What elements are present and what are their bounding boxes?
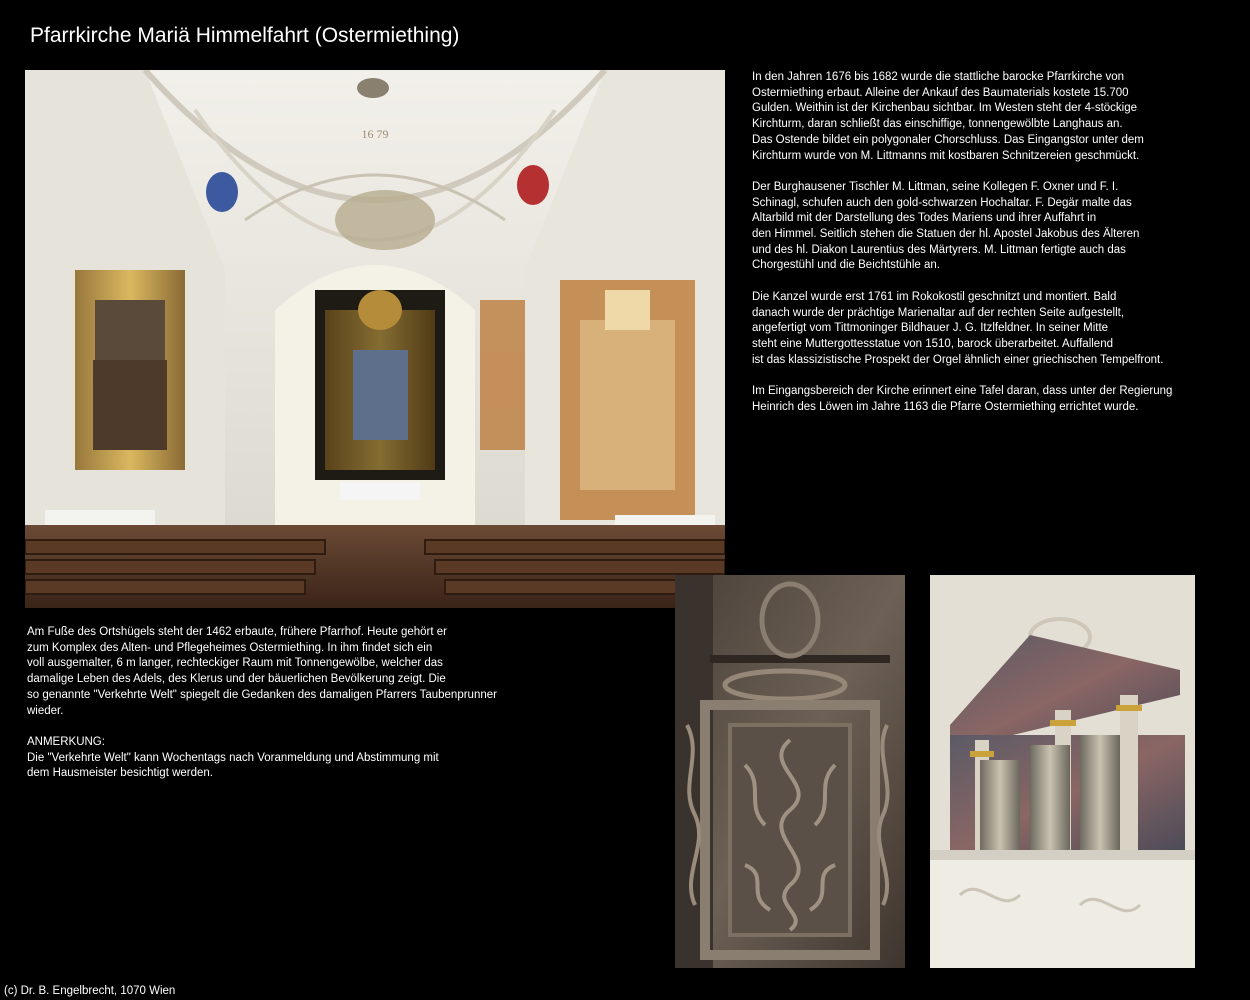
parsonage-text bbox=[27, 625, 547, 798]
text-line: Im Eingangsbereich der Kirche erinnert eine Tafel daran, dass unter der Regierung bbox=[752, 385, 1173, 398]
text-line: und des hl. Diakon Laurentius des Märtyrers. M. Littman fertigte auch das bbox=[752, 243, 1126, 256]
text-line: Die "Verkehrte Welt" kann Wochentags nach Voranmeldung und Abstimmung mit bbox=[27, 751, 439, 764]
text-line: zum Komplex des Alten- und Pflegeheimes Ostermiething. In ihm findet sich ein bbox=[27, 641, 433, 654]
page-title: Pfarrkirche Mariä Himmelfahrt (Ostermiething) bbox=[30, 24, 460, 47]
text-line: Kirchturm, daran schließt das einschiffige, tonnengewölbte Langhaus an. bbox=[752, 118, 1123, 131]
text-line: Altarbild mit der Darstellung des Todes Mariens und ihrer Auffahrt in bbox=[752, 212, 1097, 225]
church-history-text bbox=[752, 70, 1222, 431]
text-line: dem Hausmeister besichtigt werden. bbox=[27, 767, 213, 780]
text-line: Gulden. Weithin ist der Kirchenbau sichtbar. Im Westen steht der 4-stöckige bbox=[752, 102, 1138, 115]
church-interior-photo bbox=[25, 70, 725, 608]
text-line: ANMERKUNG: bbox=[27, 735, 105, 748]
text-line: Chorgestühl und die Beichtstühle an. bbox=[752, 259, 940, 272]
text-paragraph bbox=[752, 180, 1222, 274]
text-paragraph bbox=[752, 384, 1222, 415]
text-line: wieder. bbox=[27, 704, 64, 717]
text-line: Kirchturm wurde von M. Littmanns mit kostbaren Schnitzereien geschmückt. bbox=[752, 149, 1140, 162]
text-line: damalige Leben des Adels, des Klerus und der bäuerlichen Bevölkerung zeigt. Die bbox=[27, 673, 446, 686]
text-line: angefertigt vom Tittmoninger Bildhauer J. G. Itzlfeldner. In seiner Mitte bbox=[752, 322, 1109, 335]
ceiling-date: 16 79 bbox=[361, 127, 389, 141]
text-line: ist das klassizistische Prospekt der Orgel ähnlich einer griechischen Tempelfront. bbox=[752, 353, 1164, 366]
text-line: so genannte "Verkehrte Welt" spiegelt die Gedanken des damaligen Pfarrers Taubenprunner bbox=[27, 688, 497, 701]
carved-door-photo bbox=[675, 575, 905, 968]
copyright-footer: (c) Dr. B. Engelbrecht, 1070 Wien bbox=[4, 985, 176, 997]
text-paragraph bbox=[752, 290, 1222, 369]
text-paragraph bbox=[27, 735, 547, 782]
text-line: Schinagl, schufen auch den gold-schwarzen Hochaltar. F. Degär malte das bbox=[752, 196, 1132, 209]
text-line: Die Kanzel wurde erst 1761 im Rokokostil geschnitzt und montiert. Bald bbox=[752, 290, 1117, 303]
text-line: den Himmel. Seitlich stehen die Statuen der hl. Apostel Jakobus des Älteren bbox=[752, 228, 1140, 241]
organ-photo bbox=[930, 575, 1195, 968]
text-line: Heinrich des Löwen im Jahre 1163 die Pfarre Ostermiething errichtet wurde. bbox=[752, 400, 1139, 413]
text-line: Der Burghausener Tischler M. Littman, seine Kollegen F. Oxner und F. I. bbox=[752, 180, 1119, 193]
text-line: Am Fuße des Ortshügels steht der 1462 erbaute, frühere Pfarrhof. Heute gehört er bbox=[27, 626, 447, 638]
text-line: Das Ostende bildet ein polygonaler Chorschluss. Das Eingangstor unter dem bbox=[752, 133, 1144, 146]
text-line: voll ausgemalter, 6 m langer, rechteckiger Raum mit Tonnengewölbe, welcher das bbox=[27, 657, 443, 670]
text-line: steht eine Muttergottesstatue von 1510, barock überarbeitet. Auffallend bbox=[752, 337, 1113, 350]
text-line: In den Jahren 1676 bis 1682 wurde die stattliche barocke Pfarrkirche von bbox=[752, 71, 1125, 83]
text-paragraph bbox=[752, 70, 1222, 164]
text-paragraph bbox=[27, 625, 547, 719]
text-line: Ostermiething erbaut. Alleine der Ankauf des Baumaterials kostete 15.700 bbox=[752, 86, 1129, 99]
text-line: danach wurde der prächtige Marienaltar auf der rechten Seite aufgestellt, bbox=[752, 306, 1125, 319]
